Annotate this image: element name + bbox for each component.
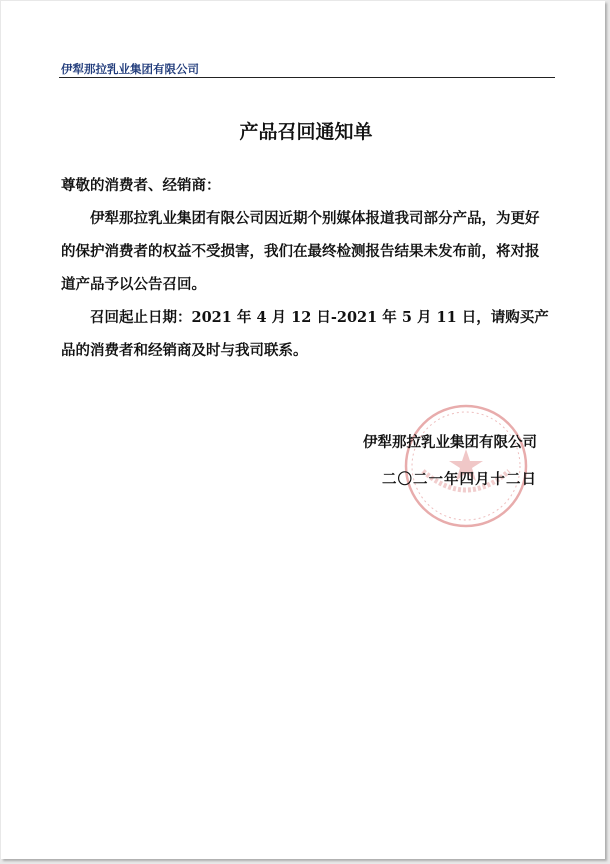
paragraph-recall-reason: 伊犁那拉乳业集团有限公司因近期个别媒体报道我司部分产品，为更好的保护消费者的权益不受损害，我们在最终检测报告结果未发布前，将对报道产品予以公告召回。 <box>61 210 540 293</box>
document-body <box>61 169 551 367</box>
salutation: 尊敬的消费者、经销商： <box>61 177 221 194</box>
signature-company: 伊犁那拉乳业集团有限公司 <box>363 434 537 451</box>
header-company-name: 伊犁那拉乳业集团有限公司 <box>61 62 199 76</box>
signature-date: 二〇二一年四月十二日 <box>382 471 537 488</box>
header-divider <box>59 77 555 78</box>
company-seal-icon <box>401 401 531 531</box>
document-title: 产品召回通知单 <box>239 121 373 143</box>
document-page <box>1 1 605 859</box>
paragraph-recall-period: 召回起止日期：2021 年 4 月 12 日-2021 年 5 月 11 日，请购买产品的消费者和经销商及时与我司联系。 <box>61 309 549 359</box>
